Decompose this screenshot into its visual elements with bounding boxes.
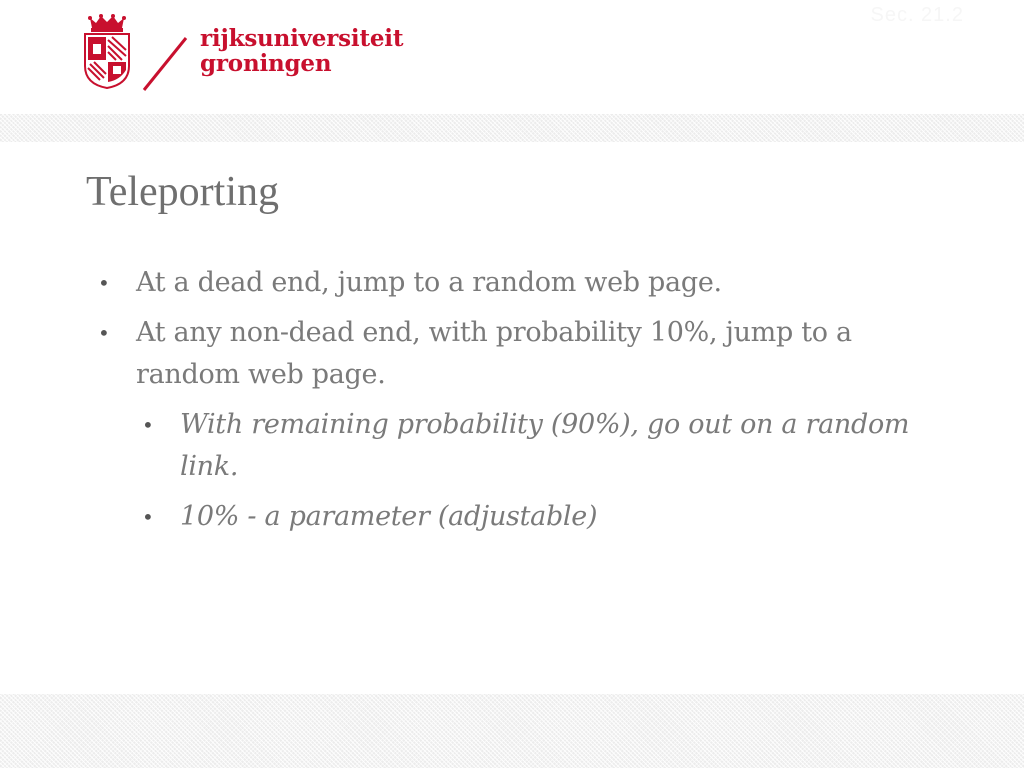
bullet-dot: • xyxy=(142,413,154,437)
logo-wordmark xyxy=(200,26,403,76)
bullet-dot: • xyxy=(98,321,110,345)
bullet-dot: • xyxy=(142,505,154,529)
section-reference: Sec. 21.2 xyxy=(870,4,964,26)
slide-title: Teleporting xyxy=(86,169,279,215)
bullet-item xyxy=(98,312,958,396)
footer-pattern-band xyxy=(0,694,1024,768)
logo-line-2: groningen xyxy=(200,50,332,77)
logo-line-1: rijksuniversiteit xyxy=(200,25,404,52)
sub-bullet-text: With remaining probability (90%), go out on a random link. xyxy=(180,409,910,482)
bullet-text: At a dead end, jump to a random web page. xyxy=(136,267,722,298)
bullet-text: At any non-dead end, with probability 10%, jump to a random web page. xyxy=(136,317,852,390)
sub-bullet-item xyxy=(142,404,958,488)
bullet-item xyxy=(98,262,958,304)
header-pattern-band xyxy=(0,114,1024,142)
logo-slash-icon xyxy=(140,34,190,94)
sub-bullet-text: 10% - a parameter (adjustable) xyxy=(180,501,598,532)
university-logo xyxy=(82,14,412,94)
sub-bullet-item xyxy=(142,496,958,538)
university-crest-icon xyxy=(82,14,132,90)
bullet-dot: • xyxy=(98,271,110,295)
slide-body xyxy=(98,262,958,546)
